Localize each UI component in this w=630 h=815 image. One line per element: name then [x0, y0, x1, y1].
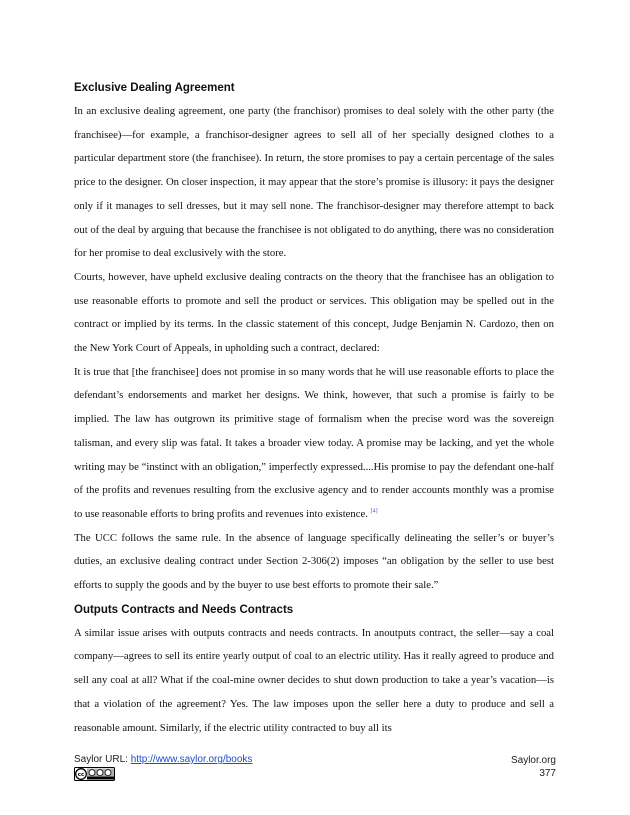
footer-url-label: Saylor URL:: [74, 754, 131, 765]
page-footer: [74, 754, 556, 784]
footer-site: Saylor.org: [510, 755, 556, 766]
page-content: [74, 76, 554, 740]
paragraph-4: The UCC follows the same rule. In the absence of language specifically delineating the seller’s or buyer’s duties, an exclusive dealing contract under Section 2-306(2) imposes “an obligation by the seller to use best efforts to supply the goods and by the buyer to use best efforts to promote their sale.”: [74, 531, 554, 592]
quote-text: It is true that [the franchisee] does not promise in so many words that he will use reasonable efforts to place the defendant’s endorsements and market her designs. We think, however, that such a promise is fairly to be implied. The law has outgrown its primitive stage of formalism when the precise word was the sovereign talisman, and every slip was fatal. It takes a broader view today. A promise may be lacking, and yet the whole writing may be “instinct with an obligation,” imperfectly expressed....His promise to pay the defendant one-half of the profits and revenues resulting from the exclusive agency and to render accounts monthly was a promise to use reasonable efforts to bring profits and revenues into existence.: [74, 365, 554, 520]
cc-by-nc-sa-icon: [74, 767, 115, 781]
paragraph-5: A similar issue arises with outputs contracts and needs contracts. In anoutputs contract, the seller—say a coal company—agrees to sell its entire yearly output of coal to an electric utility. Has it really agreed to produce and sell any coal at all? What if the coal-mine owner decides to shut down production to take a year’s vacation—is that a violation of the agreement? Yes. The law imposes upon the seller here a duty to produce and sell a reasonable amount. Similarly, if the electric utility contracted to buy all its: [74, 626, 554, 734]
section-heading-outputs-needs: Outputs Contracts and Needs Contracts: [74, 603, 294, 616]
page-number: 377: [539, 768, 556, 779]
footer-source: [74, 754, 252, 765]
svg-text:cc: cc: [77, 772, 85, 779]
quote-paragraph: [74, 361, 554, 527]
paragraph-1: In an exclusive dealing agreement, one party (the franchisor) promises to deal solely with the other party (the franchisee)—for example, a franchisor-designer agrees to sell all of her specially designed clothes to a particular department store (the franchisee). In return, the store promises to pay a certain percentage of the sales price to the designer. On closer inspection, it may appear that the store’s promise is illusory: it pays the designer only if it manages to sell dresses, but it may sell none. The franchisor-designer may therefore attempt to back out of the deal by arguing that because the franchisee is not obligated to do anything, there was no consideration for her promise to deal exclusively with the store.: [74, 105, 555, 260]
footnote-link[interactable]: [4]: [370, 508, 378, 515]
footer-site-info: [511, 754, 556, 780]
section-heading-exclusive-dealing: Exclusive Dealing Agreement: [74, 82, 235, 94]
footer-url-link[interactable]: http://www.saylor.org/books: [130, 754, 253, 765]
paragraph-2: Courts, however, have upheld exclusive dealing contracts on the theory that the franchisee has an obligation to use reasonable efforts to promote and sell the product or services. This obligation may be spelled out in the contract or implied by its terms. In the classic statement of this concept, Judge Benjamin N. Cardozo, then on the New York Court of Appeals, in upholding such a contract, declared:: [74, 270, 554, 355]
